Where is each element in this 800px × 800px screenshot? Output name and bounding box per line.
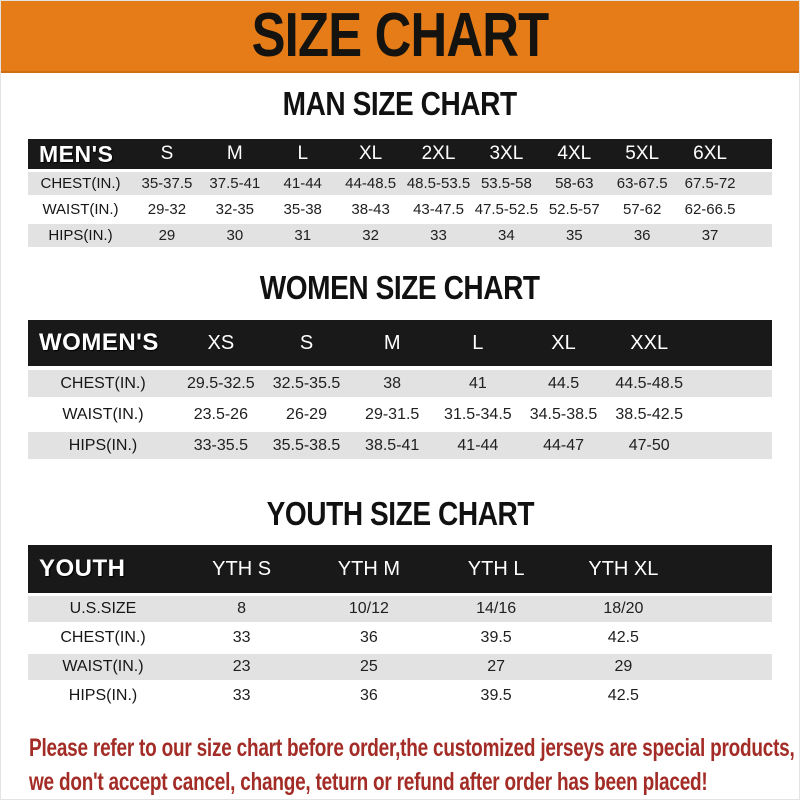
size-value: 38.5-42.5 (615, 405, 683, 423)
column-header: YTH XL (588, 557, 659, 580)
man-section-heading (1, 87, 799, 121)
row-label: WAIST(IN.) (62, 658, 144, 675)
table-body (28, 172, 772, 247)
size-value: 36 (633, 227, 651, 244)
youth-section-heading (1, 497, 799, 531)
size-value: 52.5-57 (548, 201, 600, 218)
disclaimer-line-2: we don't accept cancel, change, teturn or refund after order has been placed! (29, 768, 708, 796)
size-value: 33 (232, 629, 251, 646)
column-header: YTH L (467, 557, 525, 580)
column-header: S (299, 331, 314, 354)
table-header-row (28, 545, 772, 593)
table-title-cell: YOUTH (39, 555, 126, 582)
table-row (28, 596, 772, 622)
man-section-heading-text: MAN SIZE CHART (282, 85, 518, 122)
table-row (28, 432, 772, 459)
size-value: 23 (232, 658, 251, 675)
size-value: 33-35.5 (193, 436, 248, 454)
size-value: 44.5-48.5 (615, 374, 683, 392)
size-value: 18/20 (603, 600, 644, 617)
size-value: 43-47.5 (413, 201, 464, 218)
size-value: 62-66.5 (684, 201, 736, 218)
size-value: 38-43 (351, 201, 390, 218)
row-label: HIPS(IN.) (68, 436, 138, 454)
banner-title: SIZE CHART (251, 1, 549, 70)
row-label: HIPS(IN.) (68, 687, 138, 704)
size-value: 32-35 (215, 201, 255, 218)
size-value: 44-48.5 (345, 175, 397, 192)
row-label: WAIST(IN.) (42, 201, 119, 218)
column-header: M (383, 331, 401, 354)
size-value: 35 (565, 227, 583, 244)
size-value: 41-44 (457, 436, 499, 454)
size-value: 29 (158, 227, 176, 244)
size-chart-banner (1, 1, 799, 73)
size-value: 37.5-41 (209, 175, 261, 192)
size-value: 29 (614, 658, 633, 675)
size-value: 30 (226, 227, 244, 244)
size-value: 29-31.5 (365, 405, 420, 423)
size-value: 25 (359, 658, 378, 675)
disclaimer-text (29, 731, 799, 799)
size-value: 36 (359, 687, 378, 704)
women-section-heading-text: WOMEN SIZE CHART (260, 269, 540, 306)
man-size-table (28, 139, 772, 247)
size-value: 53.5-58 (480, 175, 532, 192)
size-value: 47-50 (628, 436, 670, 454)
size-value: 32 (362, 227, 379, 244)
youth-section-heading-text: YOUTH SIZE CHART (266, 495, 534, 532)
column-header: L (472, 331, 484, 354)
row-label: CHEST(IN.) (60, 374, 146, 392)
size-value: 33 (232, 687, 251, 704)
size-value: 36 (359, 629, 378, 646)
size-value: 33 (430, 227, 447, 244)
size-value: 35-38 (283, 201, 322, 218)
row-label: CHEST(IN.) (40, 175, 121, 192)
size-value: 41-44 (283, 175, 322, 192)
column-header: 6XL (693, 143, 727, 164)
size-value: 42.5 (607, 687, 639, 704)
size-value: 58-63 (555, 175, 594, 192)
size-value: 29.5-32.5 (187, 374, 255, 392)
size-value: 41 (468, 374, 487, 392)
size-value: 37 (701, 227, 719, 244)
size-value: 31 (294, 227, 312, 244)
size-value: 8 (237, 600, 247, 617)
size-value: 44-47 (543, 436, 584, 454)
column-header: 2XL (421, 143, 456, 164)
table-title-cell: WOMEN'S (39, 329, 159, 356)
table-row (28, 370, 772, 397)
size-value: 57-62 (622, 201, 662, 218)
size-value: 26-29 (286, 405, 327, 423)
size-value: 31.5-34.5 (444, 405, 512, 423)
size-value: 14/16 (476, 600, 517, 617)
table-body (28, 596, 772, 709)
youth-size-table (28, 545, 772, 709)
women-section-heading (1, 271, 799, 305)
size-value: 34 (498, 227, 515, 244)
size-value: 35-37.5 (141, 175, 193, 192)
column-header: L (297, 143, 309, 164)
column-header: M (226, 143, 243, 164)
size-value: 67.5-72 (684, 175, 736, 192)
size-value: 44.5 (547, 374, 580, 392)
table-row (28, 172, 772, 195)
size-value: 38.5-41 (365, 436, 420, 454)
size-value: 47.5-52.5 (474, 201, 539, 218)
column-header: 4XL (557, 143, 592, 164)
column-header: 3XL (489, 143, 524, 164)
row-label: HIPS(IN.) (48, 227, 113, 244)
column-header: YTH S (212, 557, 272, 580)
column-header: XL (358, 143, 383, 164)
table-row (28, 654, 772, 680)
size-value: 10/12 (348, 600, 389, 617)
table-row (28, 625, 772, 651)
table-title-cell: MEN'S (39, 140, 114, 167)
table-row (28, 401, 772, 428)
size-value: 34.5-38.5 (529, 405, 598, 423)
table-header-row (28, 320, 772, 366)
column-header: XL (551, 331, 576, 354)
women-size-table (28, 320, 772, 459)
column-header: XXL (630, 331, 669, 354)
size-value: 35.5-38.5 (272, 436, 341, 454)
row-label: WAIST(IN.) (62, 405, 144, 423)
table-header-row (28, 139, 772, 169)
column-header: XS (207, 331, 235, 354)
size-value: 63-67.5 (616, 175, 668, 192)
size-value: 38 (383, 374, 402, 392)
column-header: 5XL (625, 143, 660, 164)
table-row (28, 198, 772, 221)
size-value: 39.5 (480, 687, 512, 704)
table-row (28, 224, 772, 247)
table-row (28, 683, 772, 709)
size-value: 39.5 (480, 629, 512, 646)
row-label: U.S.SIZE (69, 600, 137, 617)
size-value: 32.5-35.5 (272, 374, 341, 392)
disclaimer-line-1: Please refer to our size chart before order,the customized jerseys are special products, (29, 734, 795, 762)
column-header: S (160, 143, 174, 164)
size-value: 29-32 (147, 201, 187, 218)
size-value: 23.5-26 (193, 405, 248, 423)
size-value: 42.5 (607, 629, 639, 646)
size-value: 27 (487, 658, 506, 675)
column-header: YTH M (337, 557, 400, 580)
table-body (28, 370, 772, 459)
size-value: 48.5-53.5 (406, 175, 471, 192)
row-label: CHEST(IN.) (60, 629, 146, 646)
